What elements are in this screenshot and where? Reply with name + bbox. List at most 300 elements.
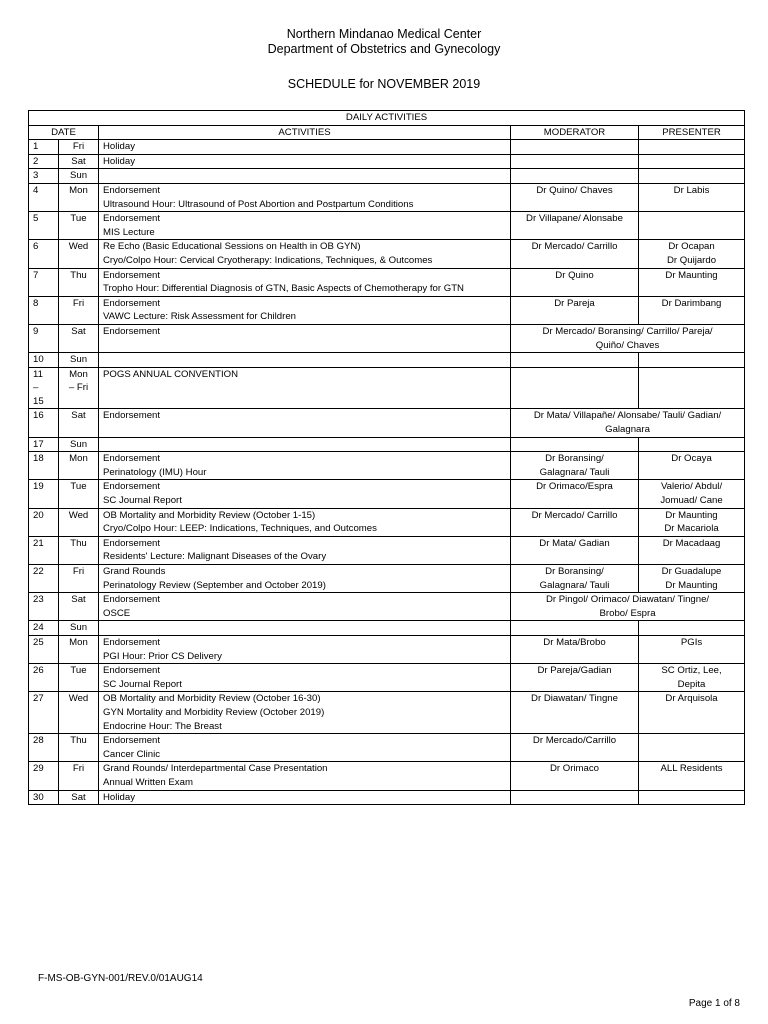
date-cell [29,452,59,480]
moderator-cell [511,762,639,790]
moderator-cell-line: Dr Boransing/ [545,453,604,465]
date-cell [29,240,59,268]
table-row [29,437,745,452]
day-cell-line: Sun [69,438,88,450]
moderator-cell [511,480,639,508]
day-cell-line: Mon [69,368,88,380]
day-cell [59,635,99,663]
activities-cell [99,593,511,621]
activities-cell-line: Endorsement [103,325,161,337]
date-cell [29,296,59,324]
presenter-cell-line: SC Ortiz, Lee, [661,665,722,677]
day-cell [59,169,99,184]
activities-cell [99,169,511,184]
table-row [29,664,745,692]
day-cell-line: Thu [70,537,87,549]
day-cell [59,154,99,169]
date-cell [29,324,59,352]
day-cell [59,565,99,593]
activities-cell-line: POGS ANNUAL CONVENTION [103,368,239,380]
activities-cell-line: Annual Written Exam [103,776,193,788]
date-cell [29,734,59,762]
presenter-cell-line: Dr Ocaya [671,453,712,465]
moderator-cell-line: Dr Mercado/Carrillo [532,735,617,747]
activities-cell [99,536,511,564]
date-cell [29,565,59,593]
activities-cell-line: Endorsement [103,213,161,225]
moderator-presenter-cell [511,409,745,437]
table-row [29,734,745,762]
day-cell [59,734,99,762]
date-cell-line: 27 [33,693,44,705]
table-row [29,480,745,508]
table-header-row [29,125,745,140]
day-cell-line: Sat [71,410,86,422]
table-row [29,353,745,368]
date-cell-line: 21 [33,537,44,549]
table-title-row [29,111,745,126]
day-cell-line: Sat [71,155,86,167]
presenter-cell [639,536,745,564]
presenter-cell [639,734,745,762]
col-header-presenter: PRESENTER [639,125,745,140]
date-cell [29,212,59,240]
table-row [29,790,745,805]
day-cell [59,324,99,352]
date-cell [29,635,59,663]
day-cell [59,536,99,564]
day-cell-line: Thu [70,735,87,747]
presenter-cell [639,692,745,734]
presenter-cell [639,664,745,692]
table-row [29,565,745,593]
date-cell-line: 26 [33,665,44,677]
presenter-cell [639,154,745,169]
date-cell-line: 30 [33,791,44,803]
activities-cell [99,268,511,296]
day-cell-line: Mon [69,636,88,648]
day-cell-line: Fri [72,566,85,577]
moderator-cell [511,367,639,409]
moderator-presenter-cell-line: Dr Mata/ Villapañe/ Alonsabe/ Tauli/ Gadian/ [533,410,722,422]
presenter-cell [639,480,745,508]
table-row [29,154,745,169]
day-cell-line: Sat [71,594,86,606]
presenter-cell [639,169,745,184]
moderator-cell [511,565,639,593]
activities-cell-line: Endorsement [103,410,161,422]
presenter-cell [639,565,745,593]
moderator-cell [511,183,639,211]
moderator-cell [511,212,639,240]
activities-cell-line: Endorsement [103,297,161,309]
presenter-cell [639,353,745,368]
table-row [29,635,745,663]
table-title: DAILY ACTIVITIES [29,111,745,126]
day-cell [59,353,99,368]
activities-cell [99,452,511,480]
presenter-cell [639,437,745,452]
moderator-cell [511,154,639,169]
activities-cell-line: Endorsement [103,453,161,465]
presenter-cell-line: Valerio/ Abdul/ [660,481,723,493]
presenter-cell [639,508,745,536]
day-cell-line: Sat [71,791,86,803]
activities-cell-line: Cancer Clinic [103,748,161,760]
moderator-cell [511,437,639,452]
table-row [29,296,745,324]
day-cell-line: Sun [69,354,88,366]
activities-cell [99,240,511,268]
activities-cell-line: Holiday [103,791,135,803]
presenter-cell-line: Dr Ocapan [668,241,715,253]
moderator-cell-line: Dr Pareja [554,297,595,309]
presenter-cell [639,296,745,324]
table-row [29,183,745,211]
moderator-cell [511,508,639,536]
table-row [29,692,745,734]
day-cell [59,692,99,734]
date-cell [29,183,59,211]
page-number: Page 1 of 8 [688,998,740,1009]
moderator-presenter-cell-line: Quiño/ Chaves [595,339,660,351]
day-cell [59,212,99,240]
day-cell-line: Fri [72,141,85,153]
day-cell [59,593,99,621]
table-row [29,536,745,564]
moderator-cell [511,268,639,296]
activities-cell-line: Endorsement [103,594,161,606]
table-row [29,621,745,636]
activities-cell-line: SC Journal Report [103,495,182,507]
day-cell-line: Wed [68,693,89,705]
day-cell-line: Wed [68,509,89,521]
activities-cell [99,508,511,536]
activities-cell [99,480,511,508]
moderator-presenter-cell-line: Brobo/ Espra [599,607,656,619]
presenter-cell [639,240,745,268]
activities-cell [99,367,511,409]
presenter-cell [639,621,745,636]
day-cell [59,240,99,268]
table-row [29,169,745,184]
date-cell [29,508,59,536]
date-cell-line: 20 [33,509,44,521]
date-cell [29,621,59,636]
moderator-cell [511,692,639,734]
presenter-cell-line: Dr Maunting [665,509,718,521]
date-cell-line: 10 [33,354,44,366]
day-cell-line: Tue [70,213,87,225]
presenter-cell-line: Dr Darimbang [661,297,722,309]
date-cell-line: 11 [33,368,43,380]
date-cell-line: 15 [33,395,44,407]
activities-cell [99,664,511,692]
day-cell [59,452,99,480]
activities-cell-line: Perinatology Review (September and October 2019) [103,579,326,591]
activities-cell-line: Endorsement [103,735,161,747]
date-cell-line: 3 [33,170,39,182]
date-cell-line: 24 [33,622,44,634]
day-cell [59,296,99,324]
date-cell [29,762,59,790]
activities-cell-line: OB Mortality and Morbidity Review (October 1-15) [103,509,316,521]
activities-cell-line: Grand Rounds/ Interdepartmental Case Presentation [103,763,328,775]
presenter-cell [639,635,745,663]
date-cell-line: 1 [33,141,39,153]
date-cell [29,593,59,621]
presenter-cell-line: Dr Guadalupe [661,566,722,577]
moderator-cell [511,452,639,480]
day-cell [59,480,99,508]
date-cell-line: 9 [33,325,39,337]
activities-cell-line: Cryo/Colpo Hour: Cervical Cryotherapy: Indications, Techniques, & Outcomes [103,254,433,266]
activities-cell-line: Endorsement [103,481,161,493]
moderator-cell [511,664,639,692]
activities-cell-line: Ultrasound Hour: Ultrasound of Post Abortion and Postpartum Conditions [103,198,414,210]
moderator-cell [511,353,639,368]
form-code: F-MS-OB-GYN-001/REV.0/01AUG14 [38,973,203,984]
date-cell [29,169,59,184]
date-cell [29,367,59,409]
activities-cell-line: Tropho Hour: Differential Diagnosis of GTN, Basic Aspects of Chemotherapy for GTN [103,283,464,295]
activities-cell-line: PGI Hour: Prior CS Delivery [103,650,222,662]
date-cell-line: 2 [33,155,39,167]
org-name: Northern Mindanao Medical Center [286,27,482,41]
date-cell-line: 4 [33,184,39,196]
date-cell-line: 25 [33,636,44,648]
moderator-cell-line: Dr Quino/ Chaves [536,184,613,196]
moderator-cell [511,635,639,663]
day-cell-line: Fri [72,297,85,309]
activities-cell [99,324,511,352]
day-cell-line: Mon [69,453,88,465]
date-cell [29,268,59,296]
date-cell-line: 5 [33,213,39,225]
activities-cell-line: OSCE [103,607,131,619]
table-row [29,593,745,621]
moderator-cell-line: Dr Orimaco [549,763,600,775]
moderator-cell-line: Dr Orimaco/Espra [536,481,613,493]
date-cell [29,437,59,452]
date-cell [29,409,59,437]
day-cell-line: Sun [69,622,88,634]
activities-cell [99,692,511,734]
activities-cell-line: SC Journal Report [103,678,182,690]
day-cell [59,790,99,805]
moderator-presenter-cell-line: Dr Pingol/ Orimaco/ Diawatan/ Tingne/ [545,594,710,606]
department-name: Department of Obstetrics and Gynecology [267,42,501,56]
presenter-cell [639,790,745,805]
activities-cell-line: Endorsement [103,537,161,549]
table-row [29,508,745,536]
activities-cell [99,635,511,663]
activities-cell-line: GYN Mortality and Morbidity Review (October 2019) [103,706,325,718]
date-cell [29,480,59,508]
activities-cell-line: MIS Lecture [103,226,155,238]
moderator-cell [511,536,639,564]
day-cell [59,183,99,211]
moderator-cell-line: Dr Diawatan/ Tingne [531,693,618,705]
day-cell-line: Sat [71,325,86,337]
day-cell [59,367,99,409]
activities-cell-line: Re Echo (Basic Educational Sessions on Health in OB GYN) [103,241,361,253]
day-cell-line: Mon [69,184,88,196]
day-cell-line: Fri [72,763,85,775]
activities-cell [99,790,511,805]
activities-cell [99,154,511,169]
activities-cell-line: Endocrine Hour: The Breast [103,720,222,732]
presenter-cell [639,367,745,409]
col-header-moderator: MODERATOR [511,125,639,140]
activities-cell [99,212,511,240]
presenter-cell [639,212,745,240]
moderator-cell-line: Dr Quino [555,269,594,281]
activities-cell-line: Perinatology (IMU) Hour [103,466,207,478]
day-cell-line: Sun [69,170,88,182]
activities-cell [99,565,511,593]
day-cell [59,140,99,155]
moderator-cell [511,790,639,805]
day-cell [59,664,99,692]
day-cell-line: Wed [68,241,89,253]
table-row [29,268,745,296]
moderator-cell-line: Dr Boransing/ [545,566,604,577]
moderator-cell-line: Galagnara/ Tauli [539,466,610,478]
date-cell-line: 8 [33,297,39,309]
moderator-cell-line: Dr Villapane/ Alonsabe [526,213,623,225]
day-cell-line: Thu [70,269,87,281]
table-row [29,140,745,155]
activities-cell [99,140,511,155]
moderator-cell [511,140,639,155]
date-cell-line: 22 [33,566,44,577]
date-cell [29,154,59,169]
date-cell-line: 19 [33,481,44,493]
day-cell-line: Tue [70,665,87,677]
activities-cell-line: Endorsement [103,184,161,196]
presenter-cell [639,762,745,790]
activities-cell-line: Endorsement [103,269,161,281]
activities-cell-line: Grand Rounds [103,566,166,577]
activities-cell-line: OB Mortality and Morbidity Review (October 16-30) [103,693,321,705]
activities-cell-line: Endorsement [103,636,161,648]
presenter-cell [639,140,745,155]
schedule-title: SCHEDULE for NOVEMBER 2019 [287,77,481,91]
moderator-cell [511,734,639,762]
moderator-cell [511,169,639,184]
presenter-cell-line: ALL Residents [660,763,723,775]
day-cell [59,268,99,296]
presenter-cell-line: Depita [677,678,706,690]
activities-cell-line: Residents' Lecture: Malignant Diseases of the Ovary [103,551,327,563]
table-row [29,212,745,240]
date-cell-line: 28 [33,735,44,747]
table-row [29,762,745,790]
activities-cell [99,762,511,790]
presenter-cell-line: PGIs [680,636,703,648]
date-cell [29,790,59,805]
date-cell-line: 17 [33,438,44,450]
day-cell [59,508,99,536]
presenter-cell [639,452,745,480]
presenter-cell-line: Dr Macadaag [662,537,721,549]
day-cell [59,437,99,452]
col-header-activities: ACTIVITIES [99,125,511,140]
activities-cell [99,734,511,762]
moderator-cell [511,240,639,268]
presenter-cell-line: Dr Macariola [664,523,719,535]
activities-cell-line: VAWC Lecture: Risk Assessment for Children [103,311,297,323]
presenter-cell-line: Jomuad/ Cane [660,495,723,507]
moderator-cell-line: Dr Mata/Brobo [543,636,606,648]
date-cell [29,353,59,368]
moderator-presenter-cell [511,324,745,352]
date-cell-line: 7 [33,269,39,281]
activities-cell [99,437,511,452]
moderator-cell-line: Dr Mercado/ Carrillo [531,509,618,521]
date-cell-line: 23 [33,594,44,606]
moderator-cell [511,296,639,324]
date-cell-line: 6 [33,241,39,253]
activities-cell-line: Holiday [103,155,135,167]
date-cell [29,692,59,734]
activities-cell-line: Holiday [103,141,135,153]
moderator-presenter-cell-line: Dr Mercado/ Boransing/ Carrillo/ Pareja/ [542,325,713,337]
date-cell [29,140,59,155]
moderator-cell [511,621,639,636]
moderator-cell-line: Galagnara/ Tauli [539,579,610,591]
table-row [29,240,745,268]
date-cell-line: 18 [33,453,44,465]
moderator-cell-line: Dr Mercado/ Carrillo [531,241,618,253]
moderator-presenter-cell-line: Galagnara [605,424,650,436]
col-header-date: DATE [29,125,99,140]
presenter-cell [639,268,745,296]
date-cell [29,664,59,692]
table-row [29,367,745,409]
table-row [29,452,745,480]
presenter-cell-line: Dr Maunting [665,579,718,591]
presenter-cell-line: Dr Quijardo [667,254,717,266]
day-cell [59,621,99,636]
table-row [29,409,745,437]
day-cell-line: – Fri [68,382,89,394]
day-cell-line: Tue [70,481,87,493]
presenter-cell-line: Dr Maunting [665,269,718,281]
moderator-cell-line: Dr Pareja/Gadian [537,665,612,677]
moderator-presenter-cell [511,593,745,621]
date-cell-line: 29 [33,763,44,775]
day-cell [59,762,99,790]
activities-cell [99,409,511,437]
day-cell [59,409,99,437]
presenter-cell [639,183,745,211]
activities-cell [99,296,511,324]
activities-cell [99,621,511,636]
activities-cell-line: Cryo/Colpo Hour: LEEP: Indications, Techniques, and Outcomes [103,523,377,535]
activities-cell-line: Endorsement [103,665,161,677]
presenter-cell-line: Dr Labis [673,184,710,196]
schedule-table [28,110,745,805]
moderator-cell-line: Dr Mata/ Gadian [539,537,610,549]
table-row [29,324,745,352]
activities-cell [99,353,511,368]
activities-cell [99,183,511,211]
date-cell-line: – [33,382,39,394]
date-cell [29,536,59,564]
date-cell-line: 16 [33,410,44,422]
